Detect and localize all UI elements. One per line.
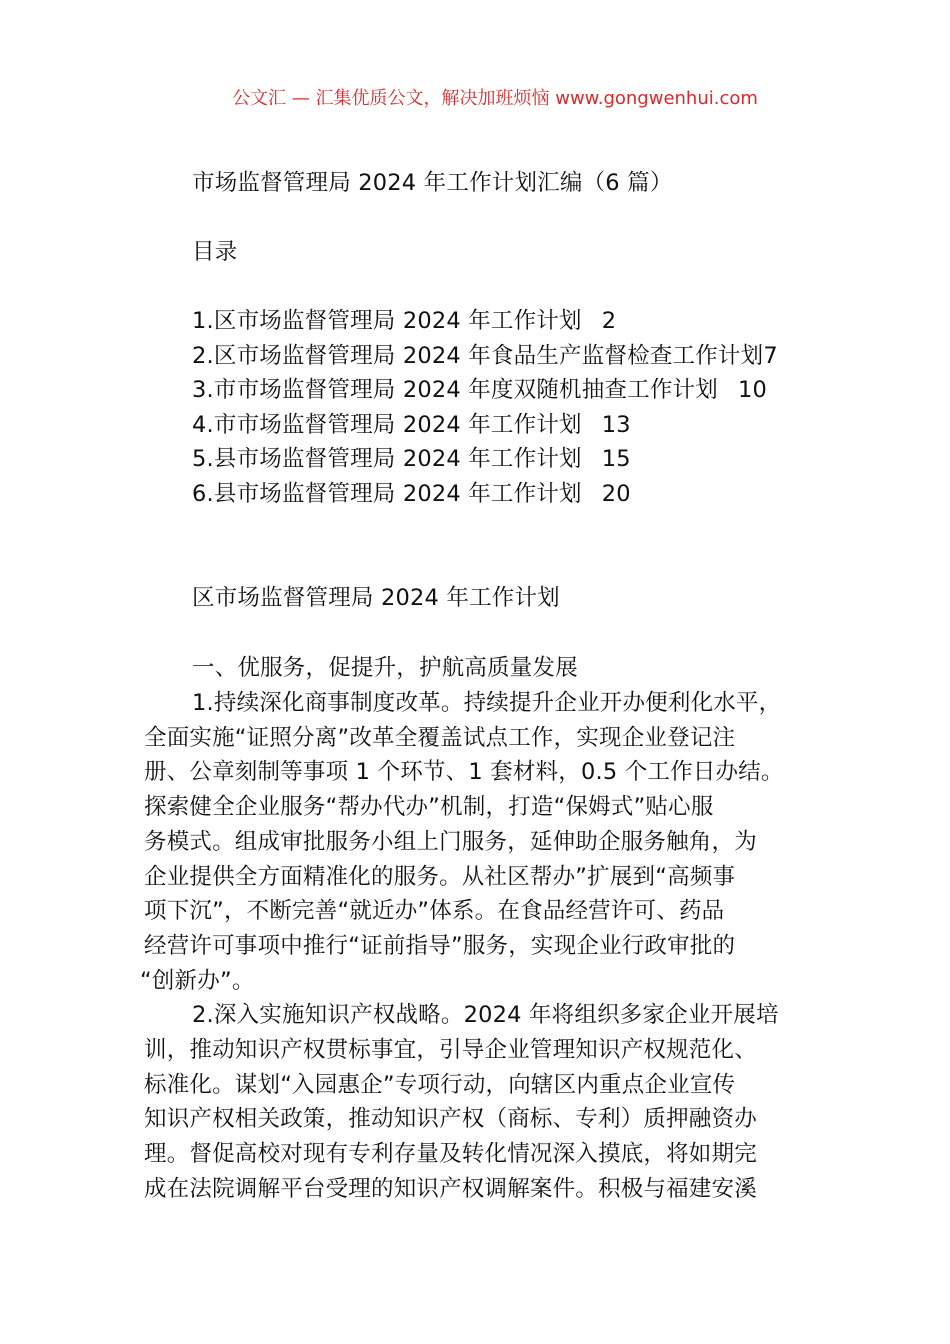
toc-entry-page: 10 xyxy=(737,377,767,404)
toc-entry[interactable] xyxy=(192,307,616,335)
body-line: 项下沉”，不断完善“就近办”体系。在食品经营许可、药品 xyxy=(144,898,725,925)
document-title: 市场监督管理局 2024 年工作计划汇编（6 篇） xyxy=(192,170,673,196)
toc-entry-label: 5.县市场监督管理局 2024 年工作计划 xyxy=(192,446,582,473)
section-title: 区市场监督管理局 2024 年工作计划 xyxy=(192,585,560,611)
body-line: 务模式。组成审批服务小组上门服务，延伸助企服务触角，为 xyxy=(144,828,757,855)
toc-entry[interactable] xyxy=(192,445,631,473)
body-line: 1.持续深化商事制度改革。持续提升企业开办便利化水平， xyxy=(192,690,782,716)
toc-entry-page: 2 xyxy=(601,308,617,334)
toc-entry-page: 20 xyxy=(601,481,631,507)
body-line: 标准化。谋划“入园惠企”专项行动，向辖区内重点企业宣传 xyxy=(144,1071,736,1098)
toc-entry-page: 7 xyxy=(763,342,778,369)
body-line: 成在法院调解平台受理的知识产权调解案件。积极与福建安溪 xyxy=(144,1175,757,1202)
toc-entry-page: 13 xyxy=(601,411,631,438)
body-line: 经营许可事项中推行“证前指导”服务，实现企业行政审批的 xyxy=(144,932,736,959)
toc-entry-label: 4.市市场监督管理局 2024 年工作计划 xyxy=(192,411,582,438)
toc-entry-label: 6.县市场监督管理局 2024 年工作计划 xyxy=(192,481,582,507)
body-line: 训，推动知识产权贯标事宜，引导企业管理知识产权规范化、 xyxy=(144,1037,757,1063)
toc-entry[interactable] xyxy=(192,376,767,404)
toc-entry-label: 3.市市场监督管理局 2024 年度双随机抽查工作计划 xyxy=(192,377,718,404)
body-line: 企业提供全方面精准化的服务。从社区帮办”扩展到“高频事 xyxy=(144,863,736,890)
body-line: 全面实施“证照分离”改革全覆盖试点工作，实现企业登记注 xyxy=(144,724,736,751)
toc-entry[interactable] xyxy=(192,342,778,370)
body-line: 2.深入实施知识产权战略。2024 年将组织多家企业开展培 xyxy=(192,1002,779,1029)
body-line: 册、公章刻制等事项 1 个环节、1 套材料，0.5 个工作日办结。 xyxy=(144,759,784,786)
body-line: “创新办”。 xyxy=(140,967,255,994)
body-line: 理。督促高校对现有专利存量及转化情况深入摸底，将如期完 xyxy=(144,1141,757,1168)
toc-entry-page: 15 xyxy=(601,446,631,473)
toc-entry[interactable] xyxy=(192,480,631,508)
body-line: 知识产权相关政策，推动知识产权（商标、专利）质押融资办 xyxy=(144,1106,757,1133)
heading-1: 一、优服务，促提升，护航高质量发展 xyxy=(192,655,578,681)
site-header-banner: 公文汇 — 汇集优质公文，解决加班烦恼 www.gongwenhui.com xyxy=(232,88,758,109)
body-line: 探索健全企业服务“帮办代办”机制，打造“保姆式”贴心服 xyxy=(144,794,714,821)
toc-entry[interactable] xyxy=(192,411,631,439)
toc-entry-label: 2.区市场监督管理局 2024 年食品生产监督检查工作计划 xyxy=(192,342,764,369)
toc-entry-label: 1.区市场监督管理局 2024 年工作计划 xyxy=(192,308,582,334)
toc-label: 目录 xyxy=(192,239,238,265)
